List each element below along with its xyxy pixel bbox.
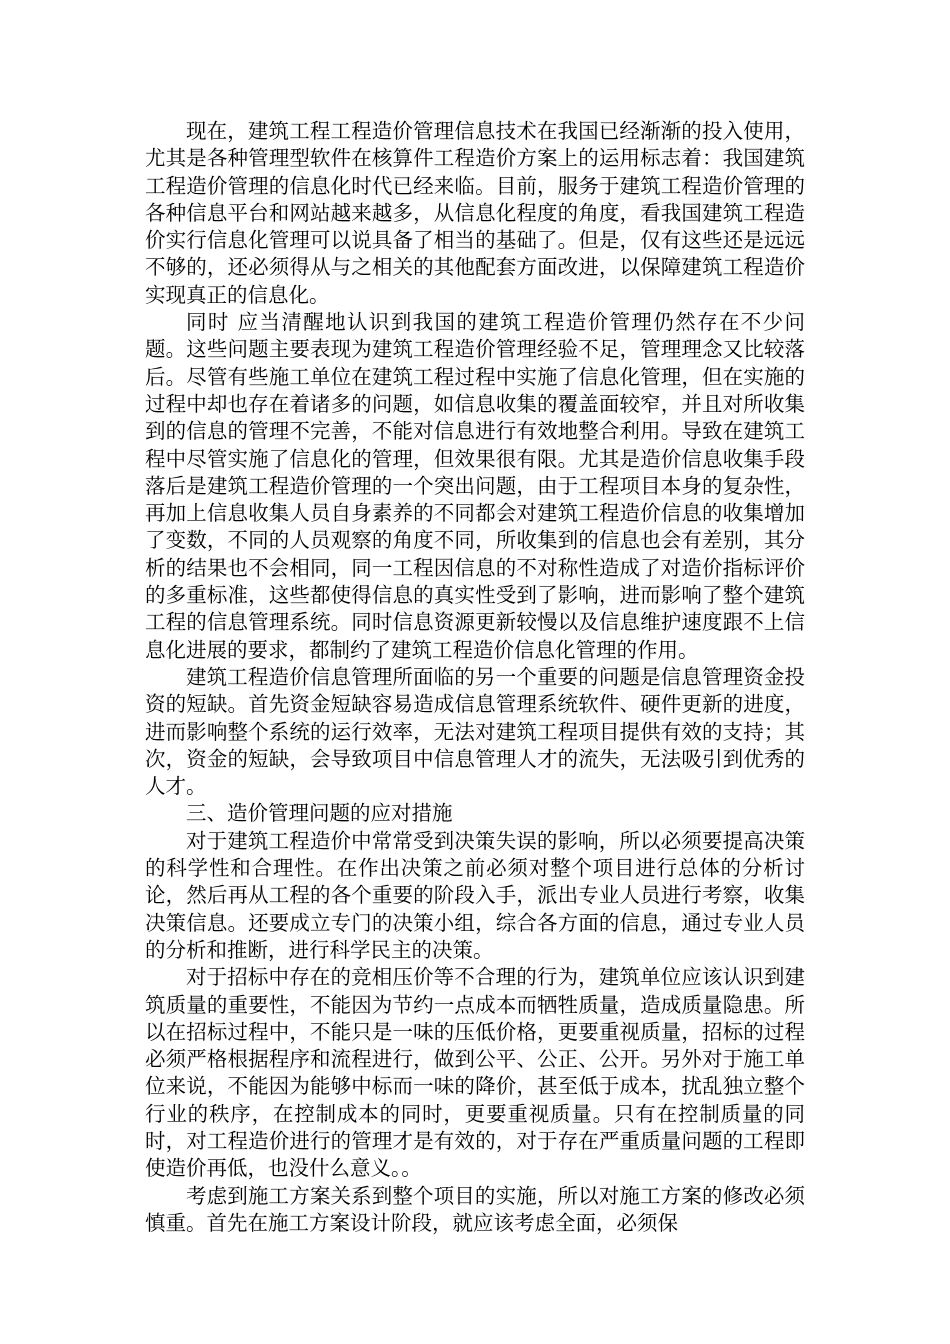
paragraph-management-problems: 同时 应当清醒地认识到我国的建筑工程造价管理仍然存在不少问题。这些问题主要表现为建筑工程造价管理经验不足，管理理念又比较落后。尽管有些施工单位在建筑工程过程中实施了信息化管理，但在实施的过程中却也存在着诸多的问题，如信息收集的覆盖面较窄，并且对所收集到的信息的管理不完善，不能对信息进行有效地整合利用。导致在建筑工程中尽管实施了信息化的管理，但效果很有限。尤其是造价信息收集手段落后是建筑工程造价管理的一个突出问题，由于工程项目本身的复杂性，再加上信息收集人员自身素养的不同都会对建筑工程造价信息的收集增加了变数，不同的人员观察的角度不同，所收集到的信息也会有差别，其分析的结果也不会相同，同一工程因信息的不对称性造成了对造价指标评价的多重标准，这些都使得信息的真实性受到了影响，进而影响了整个建筑工程的信息管理系统。同时信息资源更新较慢以及信息维护速度跟不上信息化进展的要求，都制约了建筑工程造价信息化管理的作用。 [145,310,805,662]
document-body [145,118,805,1237]
paragraph-informatization-status: 现在，建筑工程工程造价管理信息技术在我国已经渐渐的投入使用，尤其是各种管理型软件在核算件工程造价方案上的运用标志着：我国建筑工程造价管理的信息化时代已经来临。目前，服务于建筑工程造价管理的各种信息平台和网站越来越多，从信息化程度的角度，看我国建筑工程造价实行信息化管理可以说具备了相当的基础了。但是，仅有这些还是远远不够的，还必须得从与之相关的其他配套方面改进，以保障建筑工程造价实现真正的信息化。 [145,119,805,307]
section-heading-countermeasures: 三、造价管理问题的应对措施 [186,801,453,826]
paragraph-bidding: 对于招标中存在的竞相压价等不合理的行为，建筑单位应该认识到建筑质量的重要性，不能因为节约一点成本而牺牲质量，造成质量隐患。所以在招标过程中，不能只是一味的压低价格，更要重视质量，招标的过程必须严格根据程序和流程进行，做到公平、公正、公开。另外对于施工单位来说，不能因为能够中标而一味的降价，甚至低于成本，扰乱独立整个行业的秩序，在控制成本的同时，更要重视质量。只有在控制质量的同时，对工程造价进行的管理才是有效的，对于存在严重质量问题的工程即使造价再低，也没什么意义。。 [145,965,805,1181]
paragraph-funding-shortage: 建筑工程造价信息管理所面临的另一个重要的问题是信息管理资金投资的短缺。首先资金短缺容易造成信息管理系统软件、硬件更新的进度，进而影响整个系统的运行效率，无法对建筑工程项目提供有效的支持；其次，资金的短缺，会导致项目中信息管理人才的流失，无法吸引到优秀的人才。 [145,664,805,799]
paragraph-construction-plan: 考虑到施工方案关系到整个项目的实施，所以对施工方案的修改必须慎重。首先在施工方案设计阶段，就应该考虑全面，必须保 [145,1183,805,1235]
paragraph-decision-making: 对于建筑工程造价中常常受到决策失误的影响，所以必须要提高决策的科学性和合理性。在作出决策之前必须对整个项目进行总体的分析讨论，然后再从工程的各个重要的阶段入手，派出专业人员进行考察，收集决策信息。还要成立专门的决策小组，综合各方面的信息，通过专业人员的分析和推断，进行科学民主的决策。 [145,828,805,962]
